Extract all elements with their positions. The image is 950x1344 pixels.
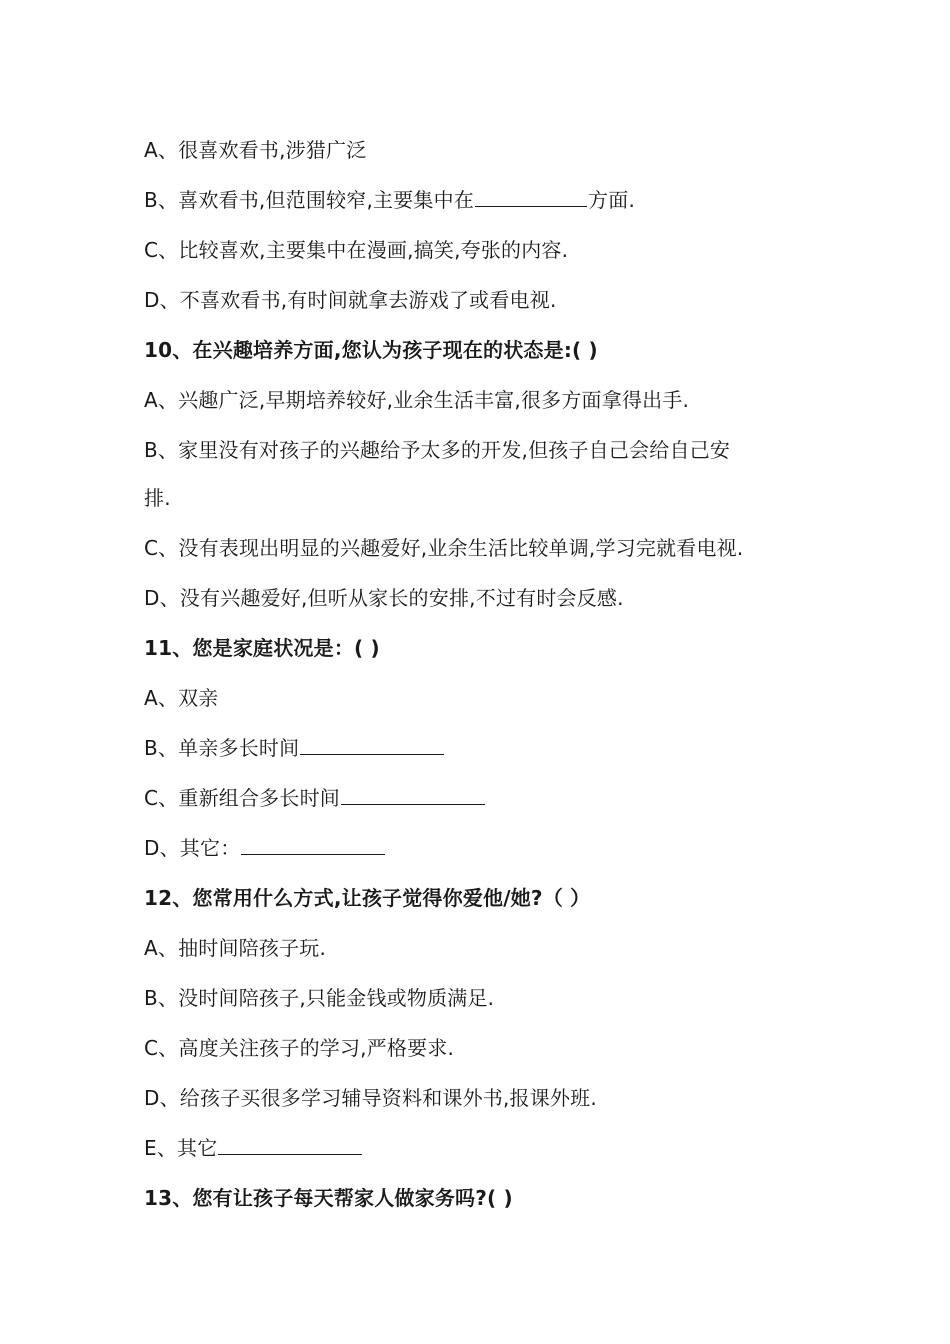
option-text: B、没时间陪孩子,只能金钱或物质满足. [144,986,495,1010]
option-text: A、很喜欢看书,涉猎广泛 [144,138,367,162]
option-text: C、没有表现出明显的兴趣爱好,业余生活比较单调,学习完就看电视. [144,536,744,560]
option-line [144,834,386,862]
question-text: 10、在兴趣培养方面,您认为孩子现在的状态是:( ) [144,338,598,362]
option-line [144,286,557,314]
option-text: C、比较喜欢,主要集中在漫画,搞笑,夸张的内容. [144,238,569,262]
option-text: B、单亲多长时间 [144,736,300,760]
question-heading [144,336,598,364]
option-line [144,734,445,762]
option-line [144,136,366,164]
option-line [144,534,743,562]
option-text: C、高度关注孩子的学习,严格要求. [144,1036,455,1060]
fill-in-blank[interactable] [300,734,444,755]
question-heading [144,1184,513,1212]
option-text: B、喜欢看书,但范围较窄,主要集中在 [144,188,475,212]
option-text: A、抽时间陪孩子玩. [144,936,327,960]
question-text: 11、您是家庭状况是：( ) [144,636,380,660]
fill-in-blank[interactable] [475,186,587,207]
question-heading [144,634,380,662]
fill-in-blank[interactable] [218,1134,362,1155]
option-line [144,386,689,414]
option-text: D、没有兴趣爱好,但听从家长的安排,不过有时会反感. [144,586,624,610]
option-text: 排. [144,486,171,510]
option-line [144,236,568,264]
option-line [144,1084,597,1112]
fill-in-blank[interactable] [341,784,485,805]
option-line [144,584,624,612]
question-text: 12、您常用什么方式,让孩子觉得你爱他/她?（ ） [144,886,591,910]
option-line [144,784,486,812]
option-text: E、其它 [144,1136,218,1160]
option-text: D、不喜欢看书,有时间就拿去游戏了或看电视. [144,288,557,312]
option-text: B、家里没有对孩子的兴趣给予太多的开发,但孩子自己会给自己安 [144,438,731,462]
option-text-suffix: 方面. [588,188,636,212]
fill-in-blank[interactable] [241,834,385,855]
option-line [144,684,218,712]
option-text: D、给孩子买很多学习辅导资料和课外书,报课外班. [144,1086,597,1110]
option-line [144,1134,363,1162]
option-text: C、重新组合多长时间 [144,786,340,810]
option-text: D、其它： [144,836,241,860]
option-line [144,1034,454,1062]
option-line [144,934,326,962]
option-line [144,484,171,512]
option-line [144,984,494,1012]
question-text: 13、您有让孩子每天帮家人做家务吗?( ) [144,1186,513,1210]
option-line [144,436,730,464]
option-text: A、双亲 [144,686,219,710]
option-text: A、兴趣广泛,早期培养较好,业余生活丰富,很多方面拿得出手. [144,388,690,412]
question-heading [144,884,590,912]
option-line [144,186,635,214]
